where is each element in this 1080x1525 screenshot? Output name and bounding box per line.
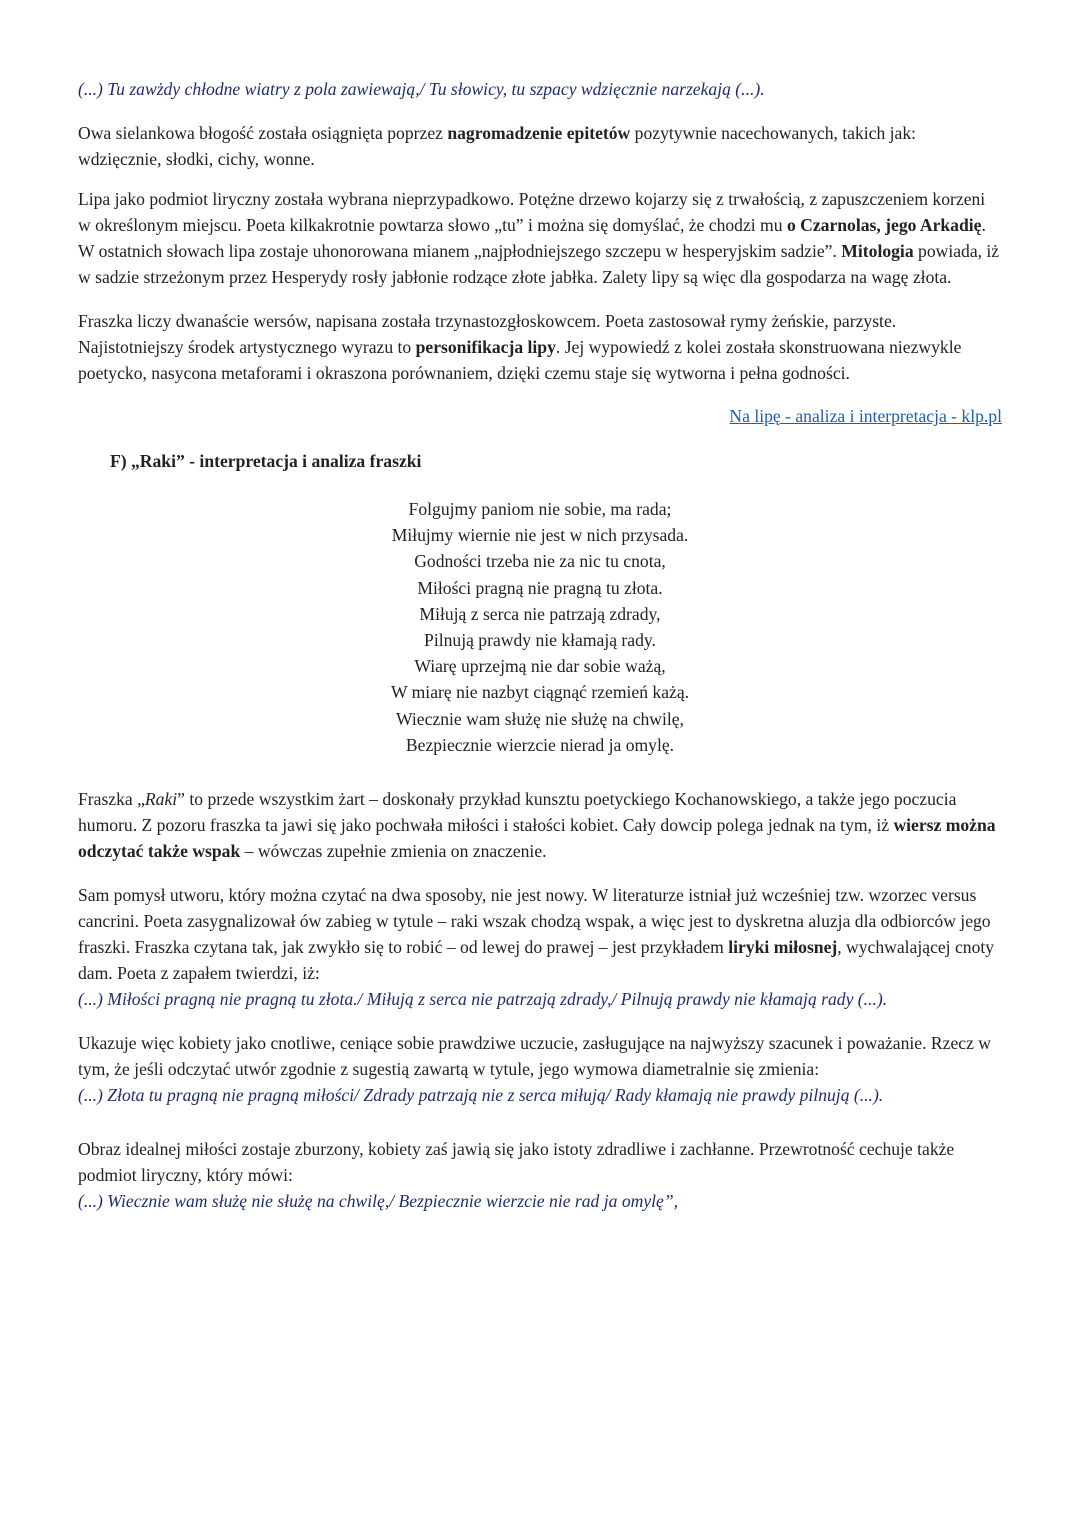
text: Fraszka „: [78, 789, 145, 810]
source-link-row: [78, 406, 1002, 427]
paragraph-joke: [78, 786, 1002, 864]
bold-text: personifikacja lipy: [415, 337, 556, 357]
text: . W ostatnich słowach lipa zostaje uhonorowana mianem „najpłodniejszego szczepu w hesperyjskim sadzie”.: [78, 215, 986, 261]
text: Obraz idealnej miłości zostaje zburzony, kobiety zaś jawią się jako istoty zdradliwe i zachłanne. Przewrotność cechuje także podmiot liryczny, który mówi:: [78, 1139, 955, 1186]
paragraph-epithets: [78, 120, 1002, 172]
quote-final: (...) Wiecznie wam służę nie służę na chwilę,/ Bezpiecznie wierzcie nie rad ja omylę”,: [78, 1191, 679, 1212]
text: Owa sielankowa błogość została osiągnięta poprzez: [78, 123, 448, 143]
text: Sam pomysł utworu, który można czytać na dwa sposoby, nie jest nowy. W literaturze istniał już wcześniej tzw. wzorzec versus cancrini. Poeta zasygnalizował ów zabieg w tytule – raki wszak chodzą wspak, a więc jest to dyskretna aluzja dla odbiorców jego fraszki. Fraszka czytana tak, jak zwykło się to robić – od lewej do prawej – jest przykładem: [78, 885, 991, 958]
text: pozytywnie nacechowanych, takich jak: wdzięcznie, słodki, cichy, wonne.: [78, 123, 917, 169]
source-link[interactable]: Na lipę - analiza i interpretacja - klp.pl: [729, 406, 1002, 426]
quote-reversed: (...) Złota tu pragną nie pragną miłości/ Zdrady patrzają nie z serca miłują/ Rady kłamają nie prawdy pilnują (...).: [78, 1085, 884, 1106]
poem-line: W miarę nie nazbyt ciągnąć rzemień każą.: [390, 682, 690, 703]
bold-text: o Czarnolas, jego Arkadię: [786, 215, 982, 235]
paragraph-lipa: [78, 186, 1002, 290]
bold-text: wiersz można odczytać także wspak: [78, 815, 996, 862]
quote-forward: (...) Miłości pragną nie pragną tu złota./ Miłują z serca nie patrzają zdrady,/ Pilnują prawdy nie kłamają rady (...).: [78, 989, 888, 1010]
poem-line: Bezpiecznie wierzcie nierad ja omylę.: [405, 734, 675, 755]
poem-line: Wiarę uprzejmą nie dar sobie ważą,: [414, 656, 666, 677]
poem-line: Godności trzeba nie za nic tu cnota,: [414, 551, 666, 572]
intro-quote: (...) Tu zawżdy chłodne wiatry z pola zawiewają,/ Tu słowicy, tu szpacy wdzięcznie narzekają (...).: [78, 79, 765, 99]
paragraph-structure: [78, 308, 1002, 386]
poem-line: Miłujmy wiernie nie jest w nich przysada.: [391, 525, 689, 546]
text: – wówczas zupełnie zmienia on znaczenie.: [240, 841, 547, 862]
poem-line: Miłują z serca nie patrzają zdrady,: [419, 603, 661, 624]
poem-line: Folgujmy paniom nie sobie, ma rada;: [408, 499, 672, 519]
bold-text: liryki miłosnej: [728, 937, 838, 958]
paragraph-conclusion: [78, 1136, 1002, 1188]
paragraph-reversal: [78, 1030, 1002, 1082]
text: Lipa jako podmiot liryczny została wybrana nieprzypadkowo. Potężne drzewo kojarzy się z trwałością, z zapuszczeniem korzeni w określonym miejscu. Poeta kilkakrotnie powtarza słowo „tu” i można się domyślać, że chodzi mu: [78, 189, 986, 235]
text: powiada, iż w sadzie strzeżonym przez Hesperydy rosły jabłonie rodzące złote jabłka. Zalety lipy są więc dla gospodarza na wagę złota.: [78, 241, 1000, 287]
poem-raki: [78, 496, 1002, 758]
poem-line: Wiecznie wam służę nie służę na chwilę,: [396, 708, 684, 729]
spacer: [78, 1108, 1002, 1136]
bold-text: nagromadzenie epitetów: [447, 123, 631, 143]
bold-text: Mitologia: [841, 241, 914, 261]
text: Fraszka liczy dwanaście wersów, napisana została trzynastozgłoskowcem. Poeta zastosował rymy żeńskie, parzyste. Najistotniejszy środek artystycznego wyrazu to: [78, 311, 897, 357]
paragraph-concept: [78, 882, 1002, 986]
text: . Jej wypowiedź z kolei została skonstruowana niezwykle poetycko, nasycona metaforami i okraszona porównaniem, dzięki czemu staje się wytworna i pełna godności.: [78, 337, 962, 383]
italic-text: Raki: [144, 789, 178, 810]
text: ” to przede wszystkim żart – doskonały przykład kunsztu poetyckiego Kochanowskiego, a także jego poczucia humoru. Z pozoru fraszka ta jawi się jako pochwała miłości i stałości kobiet. Cały dowcip polega jednak na tym, iż: [78, 789, 957, 836]
section-heading: F) „Raki” - interpretacja i analiza fraszki: [110, 451, 422, 471]
text: Ukazuje więc kobiety jako cnotliwe, ceniące sobie prawdziwe uczucie, zasługujące na najwyższy szacunek i poważanie. Rzecz w tym, że jeśli odczytać utwór zgodnie z sugestią zawartą w tytule, jego wymowa diametralnie się zmienia:: [78, 1033, 991, 1080]
poem-line: Pilnują prawdy nie kłamają rady.: [424, 630, 656, 651]
text: , wychwalającej cnoty dam. Poeta z zapałem twierdzi, iż:: [78, 937, 995, 984]
poem-line: Miłości pragną nie pragną tu złota.: [417, 577, 663, 598]
